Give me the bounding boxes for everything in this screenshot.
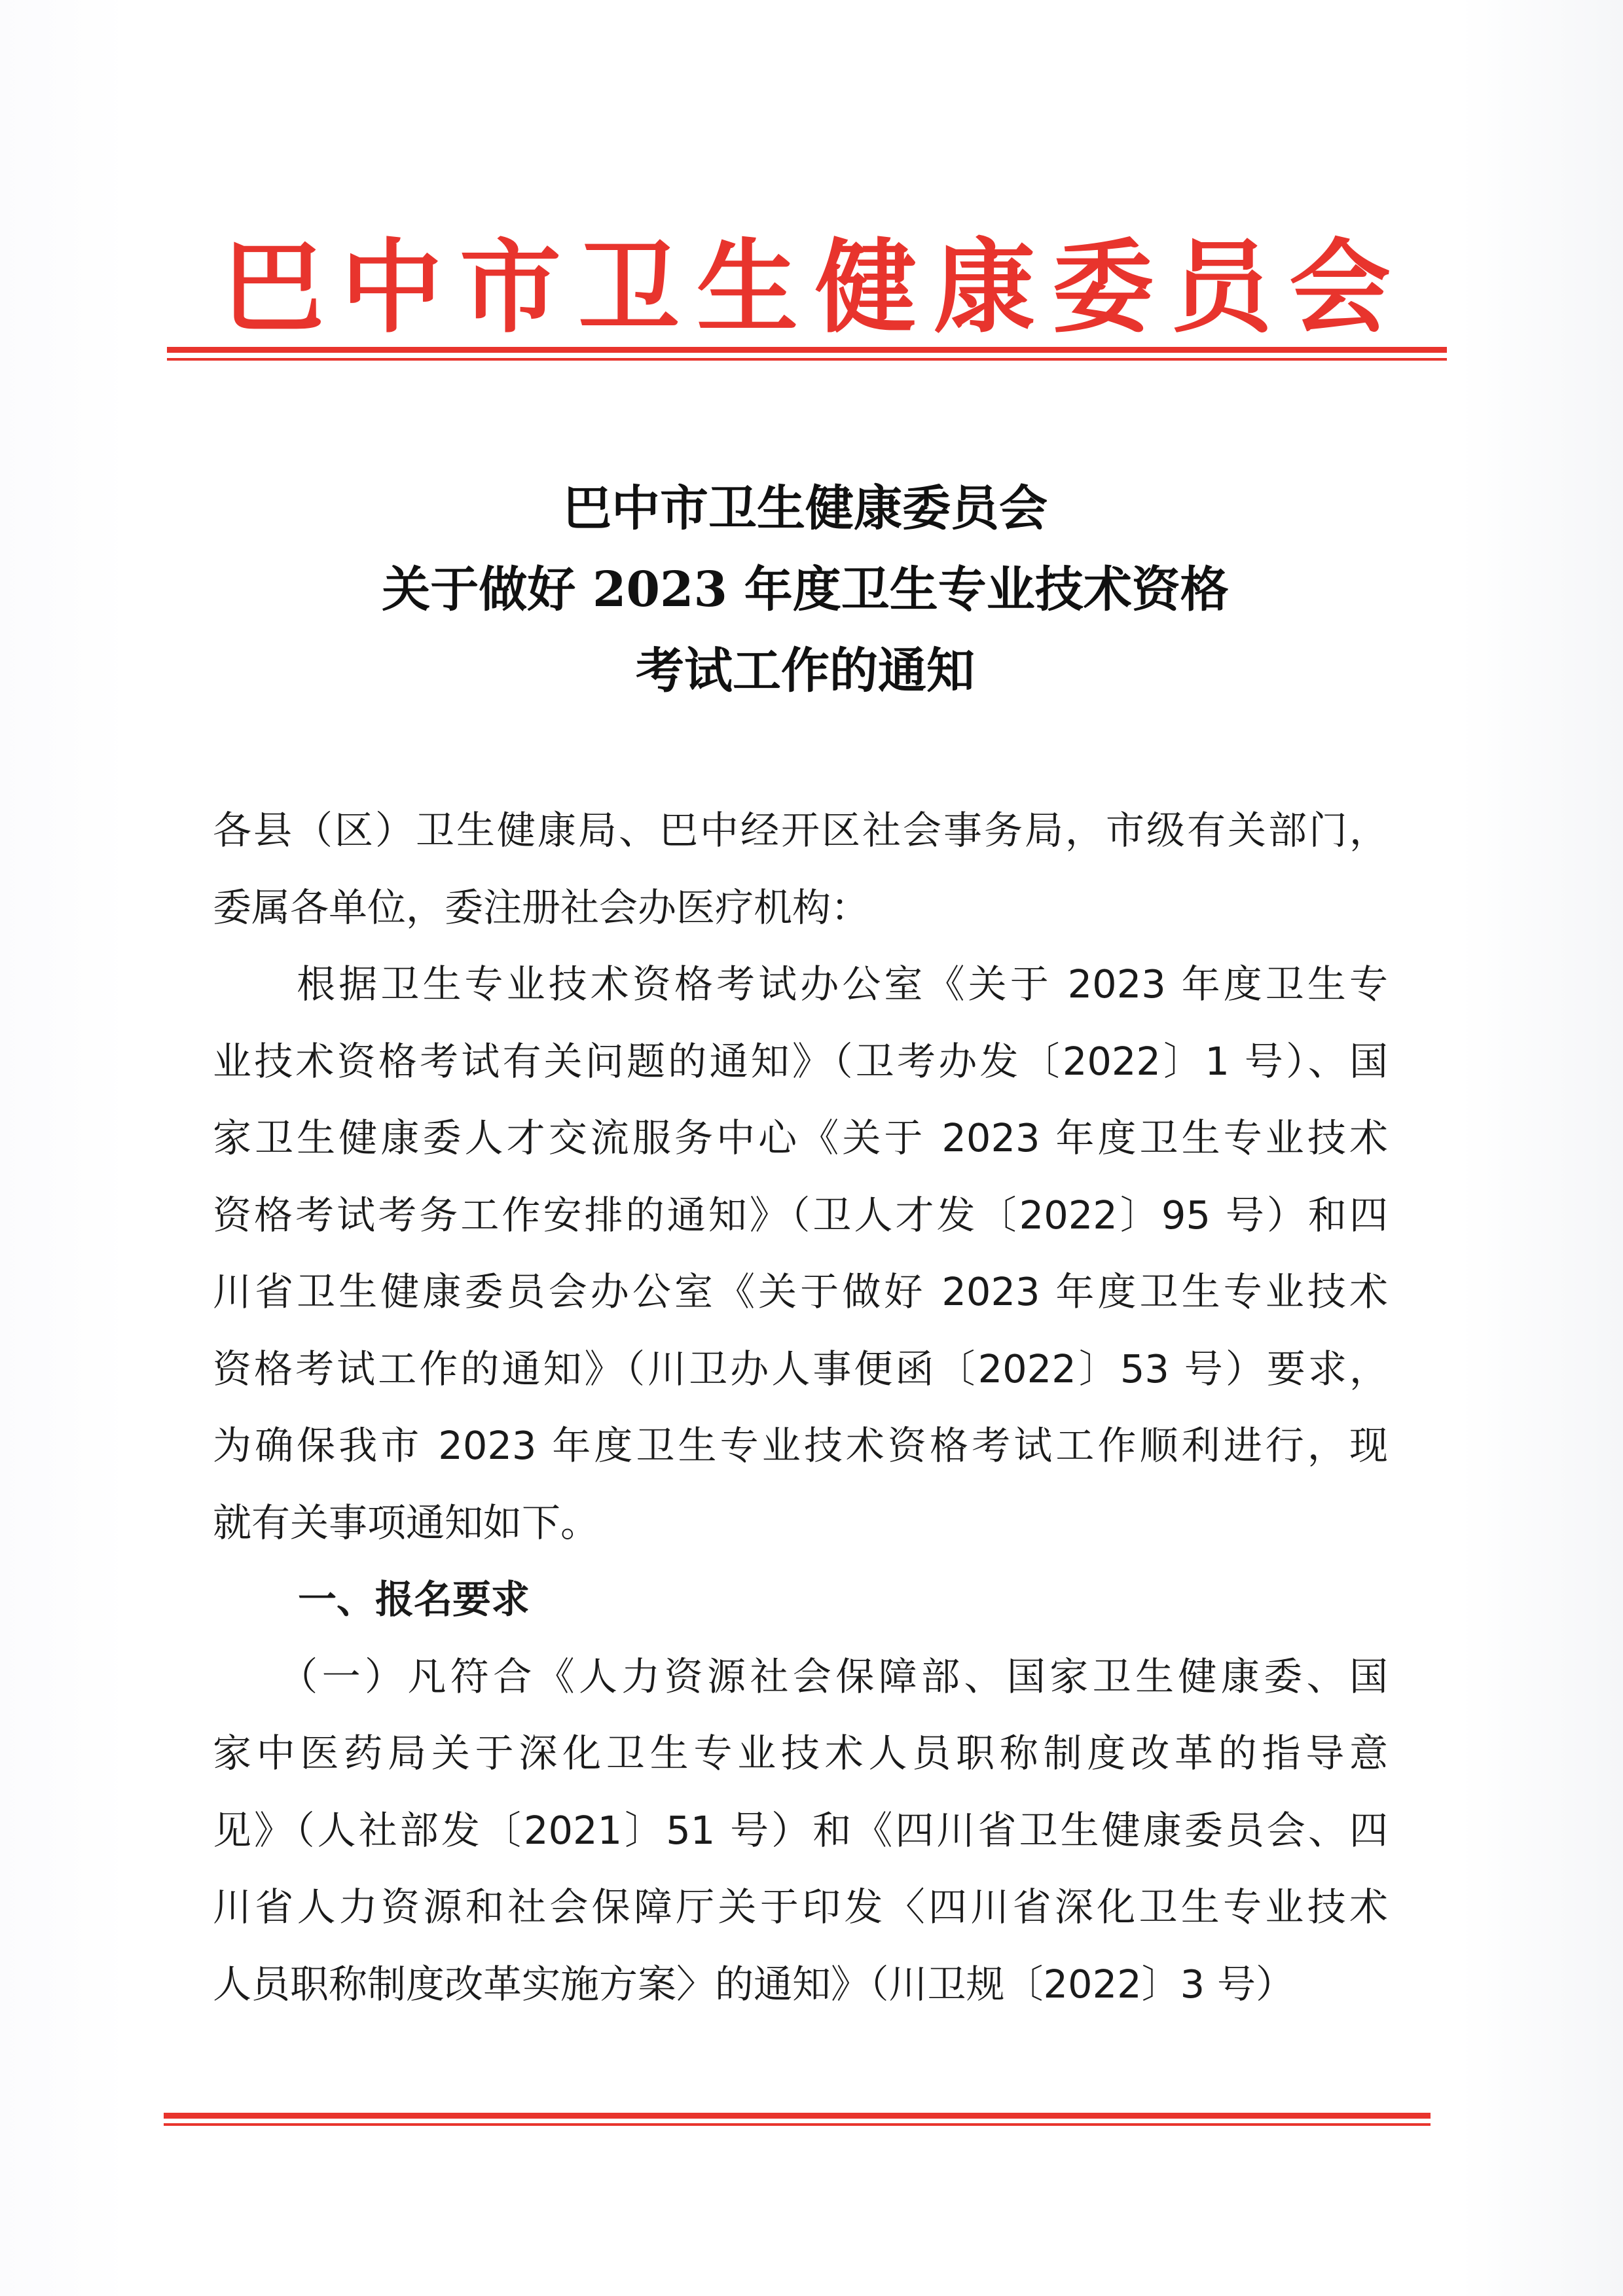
body-line: （一）凡符合《人力资源社会保障部、国家卫生健康委、国 (213, 1653, 1388, 1699)
letterhead-rule-thick (167, 347, 1447, 353)
footer-rule-thick (164, 2113, 1431, 2119)
body-line-addressee: 委属各单位，委注册社会办医疗机构： (213, 884, 870, 930)
section-heading: 一、报名要求 (298, 1577, 530, 1622)
body-line: 资格考试考务工作安排的通知》（卫人才发〔2022〕95 号）和四 (213, 1192, 1388, 1238)
body-line-addressee: 各县（区）卫生健康局、巴中经开区社会事务局，市级有关部门， (213, 808, 1388, 853)
body-line: 为确保我市 2023 年度卫生专业技术资格考试工作顺利进行，现 (213, 1423, 1388, 1468)
body-line: 家卫生健康委人才交流服务中心《关于 2023 年度卫生专业技术 (213, 1115, 1388, 1160)
body-line: 就有关事项通知如下。 (213, 1499, 600, 1545)
footer-rule-thin (164, 2123, 1431, 2126)
title-line: 关于做好 2023 年度卫生专业技术资格 (382, 562, 1229, 618)
letterhead-org-name: 巴中市卫生健康委员会 (223, 228, 1408, 347)
body-line: 川省卫生健康委员会办公室《关于做好 2023 年度卫生专业技术 (213, 1269, 1388, 1314)
document-title (164, 468, 1447, 711)
body-line: 根据卫生专业技术资格考试办公室《关于 2023 年度卫生专 (213, 961, 1388, 1007)
letterhead-rule-thin (167, 358, 1447, 361)
body-line: 人员职称制度改革实施方案〉的通知》（川卫规〔2022〕3 号） (213, 1961, 1294, 2007)
body-line: 见》（人社部发〔2021〕51 号）和《四川省卫生健康委员会、四 (213, 1807, 1388, 1853)
title-line: 巴中市卫生健康委员会 (563, 480, 1048, 537)
body-line: 资格考试工作的通知》（川卫办人事便函〔2022〕53 号）要求， (213, 1346, 1388, 1391)
body-line: 川省人力资源和社会保障厅关于印发〈四川省深化卫生专业技术 (213, 1884, 1388, 1929)
title-line: 考试工作的通知 (636, 643, 975, 699)
document-body (213, 792, 1388, 2022)
body-line: 业技术资格考试有关问题的通知》（卫考办发〔2022〕1 号）、国 (213, 1038, 1388, 1084)
body-line: 家中医药局关于深化卫生专业技术人员职称制度改革的指导意 (213, 1731, 1388, 1776)
